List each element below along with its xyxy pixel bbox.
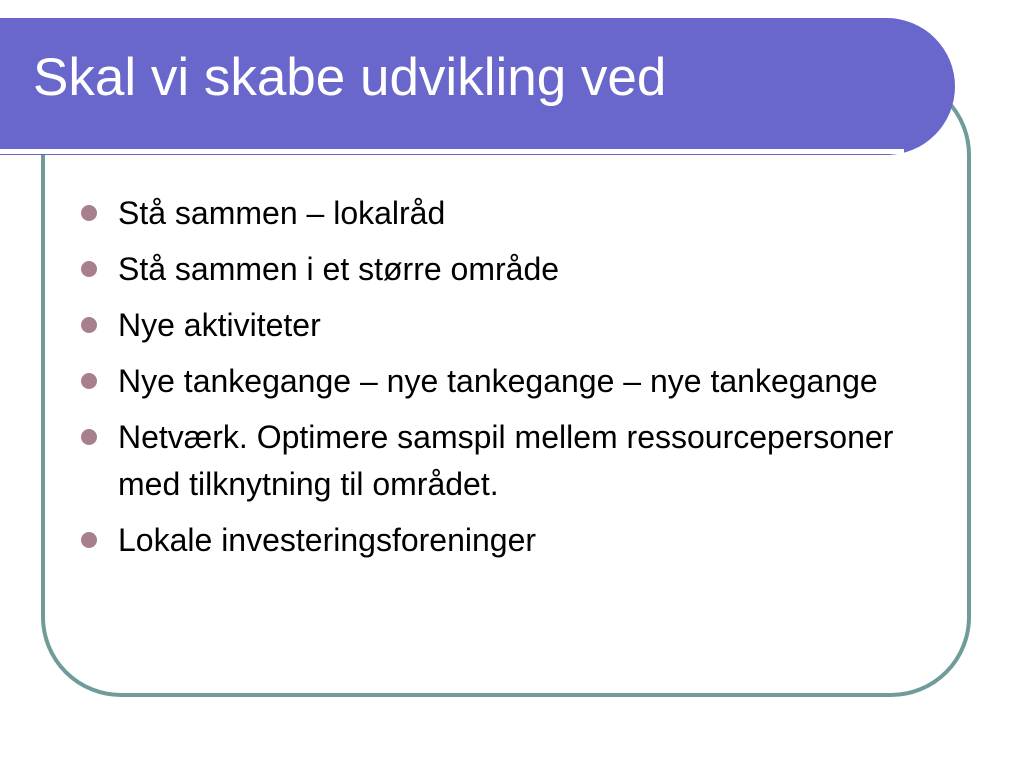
bullet-text: Netværk. Optimere samspil mellem ressourcepersoner med tilknytning til området. (118, 419, 894, 502)
bullet-dot-icon (81, 317, 97, 333)
bullet-dot-icon (81, 532, 97, 548)
title-underline (0, 149, 904, 154)
slide-title: Skal vi skabe udvikling ved (33, 48, 667, 107)
bullet-text: Stå sammen – lokalråd (118, 195, 446, 231)
bullet-dot-icon (81, 261, 97, 277)
bullet-list (81, 190, 961, 573)
bullet-item (81, 358, 961, 405)
bullet-item (81, 414, 961, 508)
bullet-dot-icon (81, 205, 97, 221)
bullet-text: Nye aktiviteter (118, 307, 321, 343)
bullet-item (81, 302, 961, 349)
bullet-item (81, 246, 961, 293)
bullet-dot-icon (81, 373, 97, 389)
bullet-text: Stå sammen i et større område (118, 251, 560, 287)
bullet-item (81, 517, 961, 564)
bullet-dot-icon (81, 429, 97, 445)
bullet-text: Lokale investeringsforeninger (118, 522, 537, 558)
bullet-item (81, 190, 961, 237)
bullet-text: Nye tankegange – nye tankegange – nye tankegange (118, 363, 878, 399)
